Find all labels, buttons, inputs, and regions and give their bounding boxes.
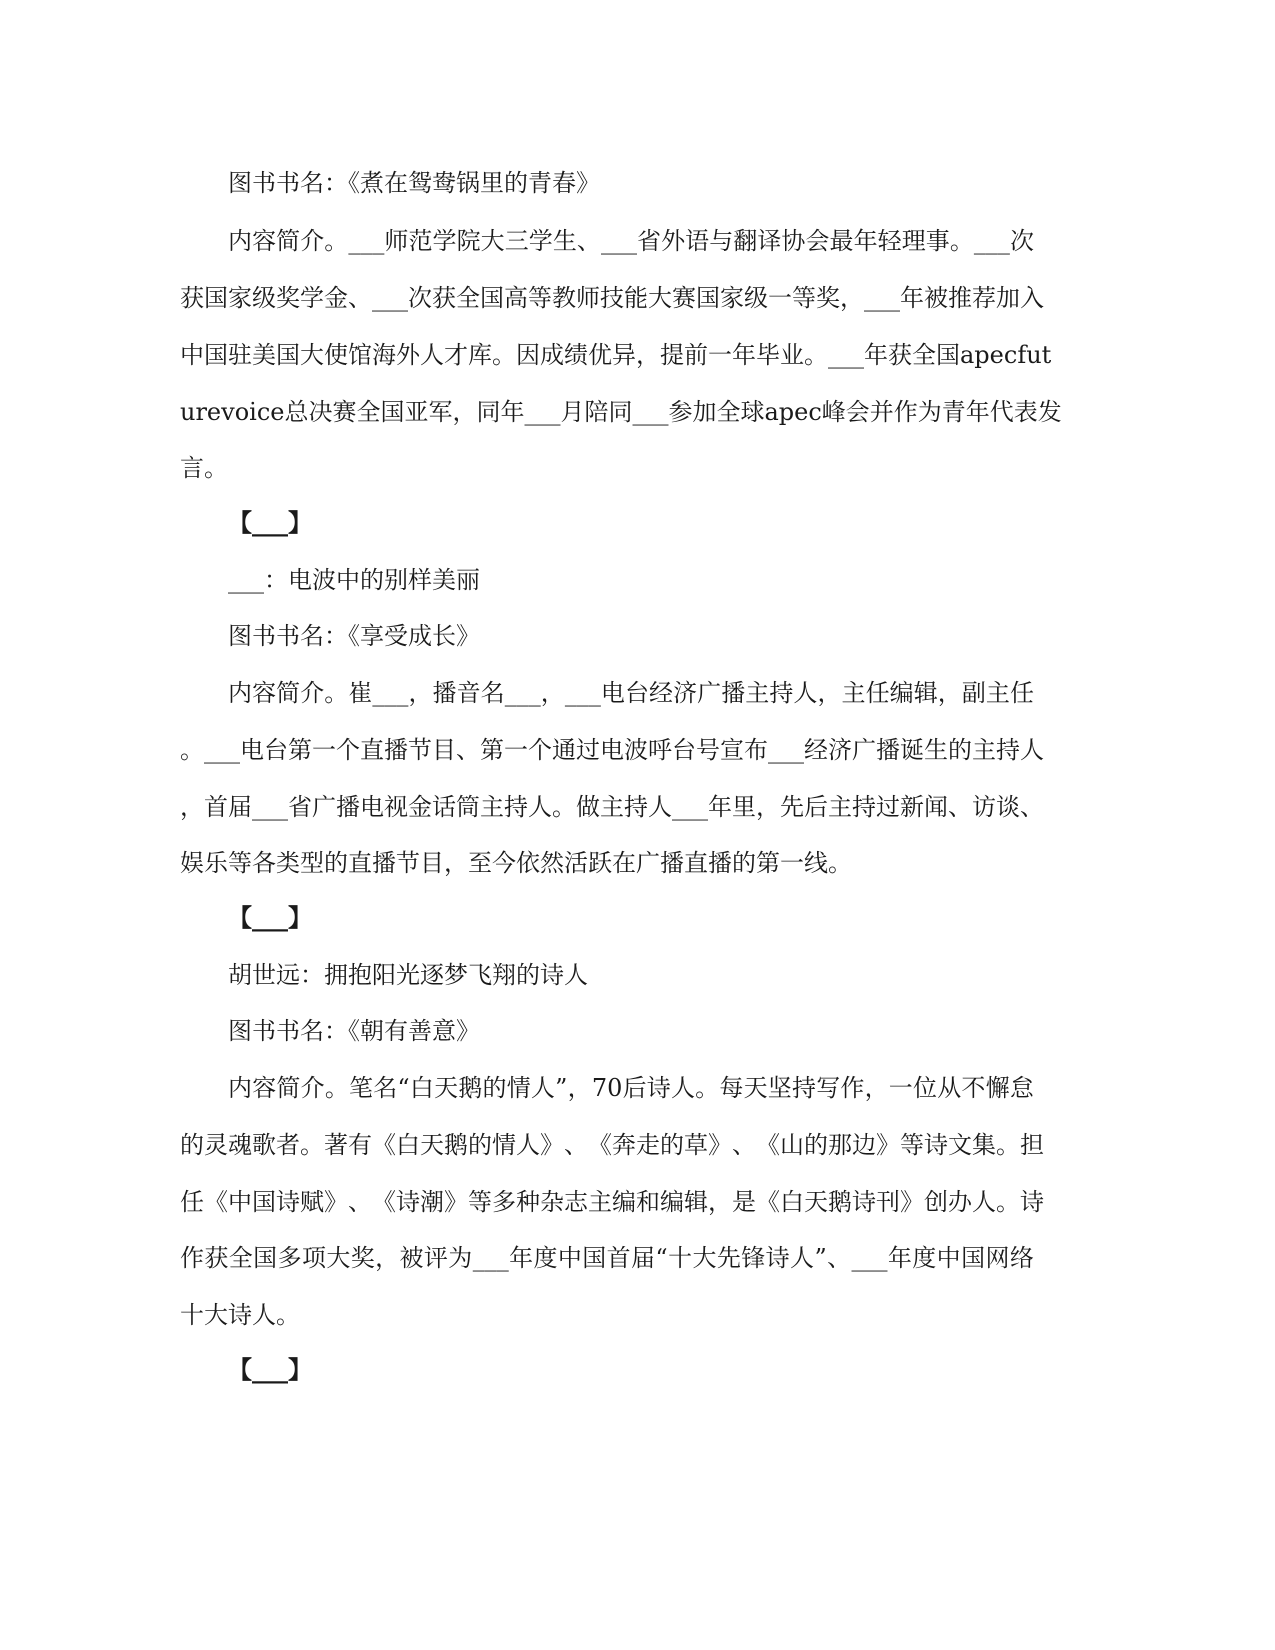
- intro-line: 作 获 全 国 多 项 大 奖 ， 被 评 为 ___ 年 度 中 国 首 届 “ 十 大 先 锋 诗 人 ” 、 ___ 年 度 中 国 网 络: [180, 1244, 1034, 1272]
- intro-line: 中 国 驻 美 国 大 使 馆 海 外 人 才 库 。 因 成 绩 优 异 ， 提 前 一 年 毕 业 。 ___ 年 获 全 国 apecfut: [180, 341, 1052, 369]
- book-title-2: 图书书名：《享受成长》: [228, 622, 480, 650]
- section-heading: 【___】: [228, 904, 312, 932]
- book-title-1: 图书书名：《煮在鸳鸯锅里的青春》: [228, 169, 600, 197]
- person-title: ___：电波中的别样美丽: [228, 566, 480, 594]
- section-heading: 【___】: [228, 1356, 312, 1384]
- intro-line: 获 国 家 级 奖 学 金 、 ___ 次 获 全 国 高 等 教 师 技 能 大 赛 国 家 级 一 等 奖 ， ___ 年 被 推 荐 加 入: [180, 284, 1044, 312]
- section-heading: 【___】: [228, 509, 312, 537]
- intro-line: 内 容 简 介 。 崔 ___ ， 播 音 名 ___ ， ___ 电 台 经 济 广 播 主 持 人 ， 主 任 编 辑 ， 副 主 任: [228, 679, 1034, 707]
- person-title: 胡世远：拥抱阳光逐梦飞翔的诗人: [228, 961, 588, 989]
- book-title-3: 图书书名：《朝有善意》: [228, 1017, 480, 1045]
- intro-line: 内 容 简 介 。 ___ 师 范 学 院 大 三 学 生 、 ___ 省 外 语 与 翻 译 协 会 最 年 轻 理 事 。 ___ 次: [228, 227, 1034, 255]
- intro-line: ， 首 届 ___ 省 广 播 电 视 金 话 筒 主 持 人 。 做 主 持 人 ___ 年 里 ， 先 后 主 持 过 新 闻 、 访 谈 、: [180, 793, 1044, 821]
- intro-line: 娱乐等各类型的直播节目，至今依然活跃在广播直播的第一线。: [180, 849, 852, 877]
- intro-line: 内 容 简 介 。 笔 名 “ 白 天 鹅 的 情 人 ” ， 70 后 诗 人 。 每 天 坚 持 写 作 ， 一 位 从 不 懈 怠: [228, 1074, 1034, 1102]
- intro-line: urevoice 总 决 赛 全 国 亚 军 ， 同 年 ___ 月 陪 同 ___ 参 加 全 球 apec 峰 会 并 作 为 青 年 代 表 发: [180, 398, 1062, 426]
- intro-line: 任 《 中 国 诗 赋 》 、 《 诗 潮 》 等 多 种 杂 志 主 编 和 编 辑 ， 是 《 白 天 鹅 诗 刊 》 创 办 人 。 诗: [180, 1188, 1044, 1216]
- intro-line: 。 ___ 电 台 第 一 个 直 播 节 目 、 第 一 个 通 过 电 波 呼 台 号 宣 布 ___ 经 济 广 播 诞 生 的 主 持 人: [180, 736, 1044, 764]
- intro-line: 言。: [180, 454, 228, 482]
- intro-line: 的 灵 魂 歌 者 。 著 有 《 白 天 鹅 的 情 人 》 、 《 奔 走 的 草 》 、 《 山 的 那 边 》 等 诗 文 集 。 担: [180, 1131, 1044, 1159]
- intro-line: 十大诗人。: [180, 1301, 300, 1329]
